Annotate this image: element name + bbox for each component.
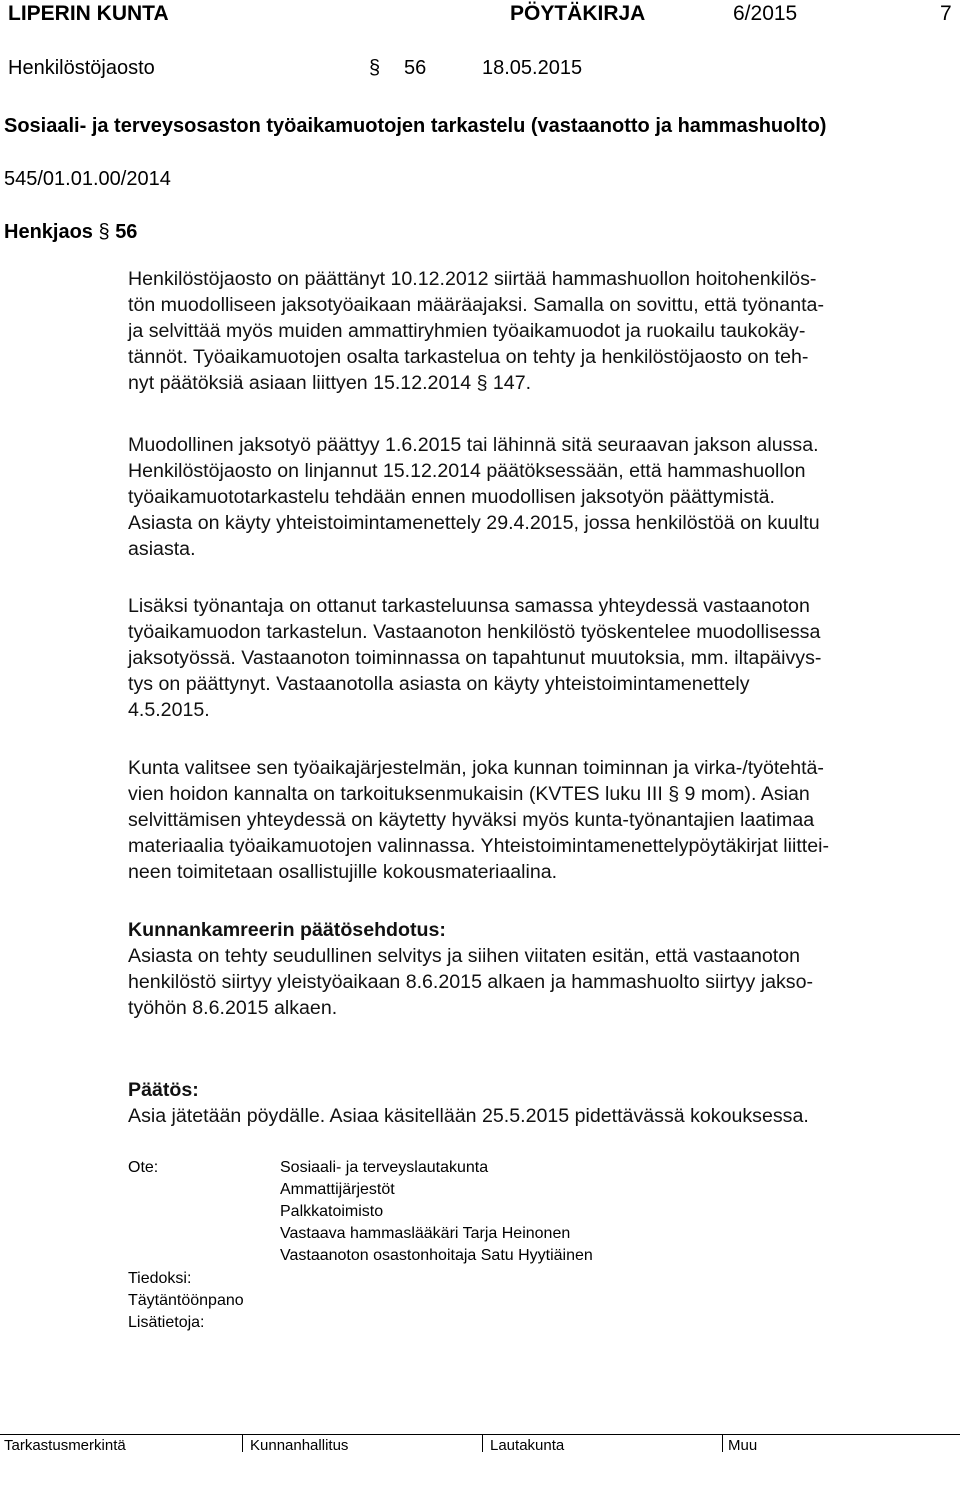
proposal-line: henkilöstö siirtyy yleistyöaikaan 8.6.2015 alkaen ja hammashuolto siirtyy jakso- (128, 971, 814, 993)
ote-recipients (280, 1157, 593, 1267)
paragraph-line: Lisäksi työnantaja on ottanut tarkasteluunsa samassa yhteydessä vastaanoton (128, 595, 810, 617)
paragraph-line: neen toimitetaan osallistujille kokousmateriaalina. (128, 861, 558, 883)
decision-heading: Päätös: (128, 1079, 199, 1101)
lisatietoja-label: Lisätietoja: (128, 1314, 205, 1331)
paragraph-line: tännöt. Työaikamuotojen osalta tarkastelua on tehty ja henkilöstöjaosto on teh- (128, 346, 809, 368)
paragraph-line: asiasta. (128, 538, 196, 560)
footer-cell-divider (722, 1434, 723, 1452)
paragraph-1 (128, 266, 954, 396)
footer-cell-divider (242, 1434, 243, 1452)
paragraph-line: Muodollinen jaksotyö päättyy 1.6.2015 tai lähinnä sitä seuraavan jakson alussa. (128, 434, 819, 456)
header-section-number: 56 (404, 57, 427, 79)
footer-cell-committee: Lautakunta (490, 1437, 565, 1454)
paragraph-line: materiaalia työaikamuotojen valinnassa. Yhteistoimintamenettelypöytäkirjat liittei- (128, 835, 830, 857)
case-number: 545/01.01.00/2014 (4, 168, 171, 190)
paragraph-line: jaksotyössä. Vastaanoton toiminnassa on tapahtunut muutoksia, mm. iltapäivys- (128, 647, 822, 669)
recipient: Ammattijärjestöt (280, 1181, 395, 1198)
paragraph-line: nyt päätöksiä asiaan liittyen 15.12.2014 § 147. (128, 372, 532, 394)
decision-text: Asia jätetään pöydälle. Asiaa käsitellään 25.5.2015 pidettävässä kokouksessa. (128, 1105, 809, 1127)
paragraph-line: ja selvittää myös muiden ammattiryhmien työaikamuodot ja ruokailu taukokäy- (128, 320, 806, 342)
paragraph-line: selvittämisen yhteydessä on käytetty hyväksi myös kunta-työnantajien laatimaa (128, 809, 815, 831)
page-number: 7 (940, 2, 952, 25)
paragraph-line: 4.5.2015. (128, 699, 210, 721)
tiedoksi-label: Tiedoksi: (128, 1270, 192, 1287)
paragraph-4 (128, 755, 954, 885)
recipient: Palkkatoimisto (280, 1203, 384, 1220)
taytantoonpano-label: Täytäntöönpano (128, 1292, 244, 1309)
section-heading (4, 221, 137, 244)
footer-cell-other: Muu (728, 1437, 758, 1454)
decision-section (128, 1077, 954, 1129)
recipient: Sosiaali- ja terveyslautakunta (280, 1159, 489, 1176)
document-number: 6/2015 (733, 2, 798, 25)
page-title: Sosiaali- ja terveysosaston työaikamuotojen tarkastelu (vastaanotto ja hammashuolto) (4, 115, 827, 137)
paragraph-line: työaikamuototarkastelu tehdään ennen muodollisen jaksotyön päättymistä. (128, 486, 775, 508)
recipient: Vastaava hammaslääkäri Tarja Heinonen (280, 1225, 571, 1242)
committee-name: Henkilöstöjaosto (8, 57, 155, 79)
section-heading-body: Henkjaos (4, 221, 93, 243)
paragraph-line: vien hoidon kannalta on tarkoituksenmukaisin (KVTES luku III § 9 mom). Asian (128, 783, 810, 805)
paragraph-line: Henkilöstöjaosto on linjannut 15.12.2014 päätöksessään, että hammashuollon (128, 460, 806, 482)
proposal-line: työhön 8.6.2015 alkaen. (128, 997, 338, 1019)
paragraph-line: tys on päättynyt. Vastaanotolla asiasta on käyty yhteistoimintamenettely (128, 673, 750, 695)
municipality-name: LIPERIN KUNTA (8, 2, 169, 25)
paragraph-line: tön muodolliseen jaksotyöaikaan määräajaksi. Samalla on sovittu, että työnanta- (128, 294, 824, 316)
paragraph-line: työaikamuodon tarkastelun. Vastaanoton henkilöstö työskentelee muodollisessa (128, 621, 821, 643)
ote-label: Ote: (128, 1159, 159, 1176)
paragraph-2 (128, 432, 954, 562)
section-sign-icon: § (98, 221, 110, 243)
proposal-section (128, 917, 954, 1021)
paragraph-line: Henkilöstöjaosto on päättänyt 10.12.2012 siirtää hammashuollon hoitohenkilös- (128, 268, 817, 290)
proposal-heading: Kunnankamreerin päätösehdotus: (128, 919, 446, 941)
paragraph-3 (128, 593, 954, 723)
paragraph-line: Asiasta on käyty yhteistoimintamenettely 29.4.2015, jossa henkilöstöä on kuultu (128, 512, 820, 534)
footer-cell-divider (482, 1434, 483, 1452)
section-heading-number: 56 (115, 221, 138, 243)
recipient: Vastaanoton osastonhoitaja Satu Hyytiäinen (280, 1247, 593, 1264)
proposal-line: Asiasta on tehty seudullinen selvitys ja siihen viitaten esitän, että vastaanoton (128, 945, 801, 967)
footer-cell-inspection: Tarkastusmerkintä (4, 1437, 126, 1454)
footer-cell-board: Kunnanhallitus (250, 1437, 349, 1454)
section-sign-icon: § (369, 57, 381, 79)
footer-divider (0, 1434, 960, 1435)
meeting-date: 18.05.2015 (482, 57, 583, 79)
paragraph-line: Kunta valitsee sen työaikajärjestelmän, joka kunnan toiminnan ja virka-/työtehtä- (128, 757, 824, 779)
document-type: PÖYTÄKIRJA (510, 2, 646, 25)
